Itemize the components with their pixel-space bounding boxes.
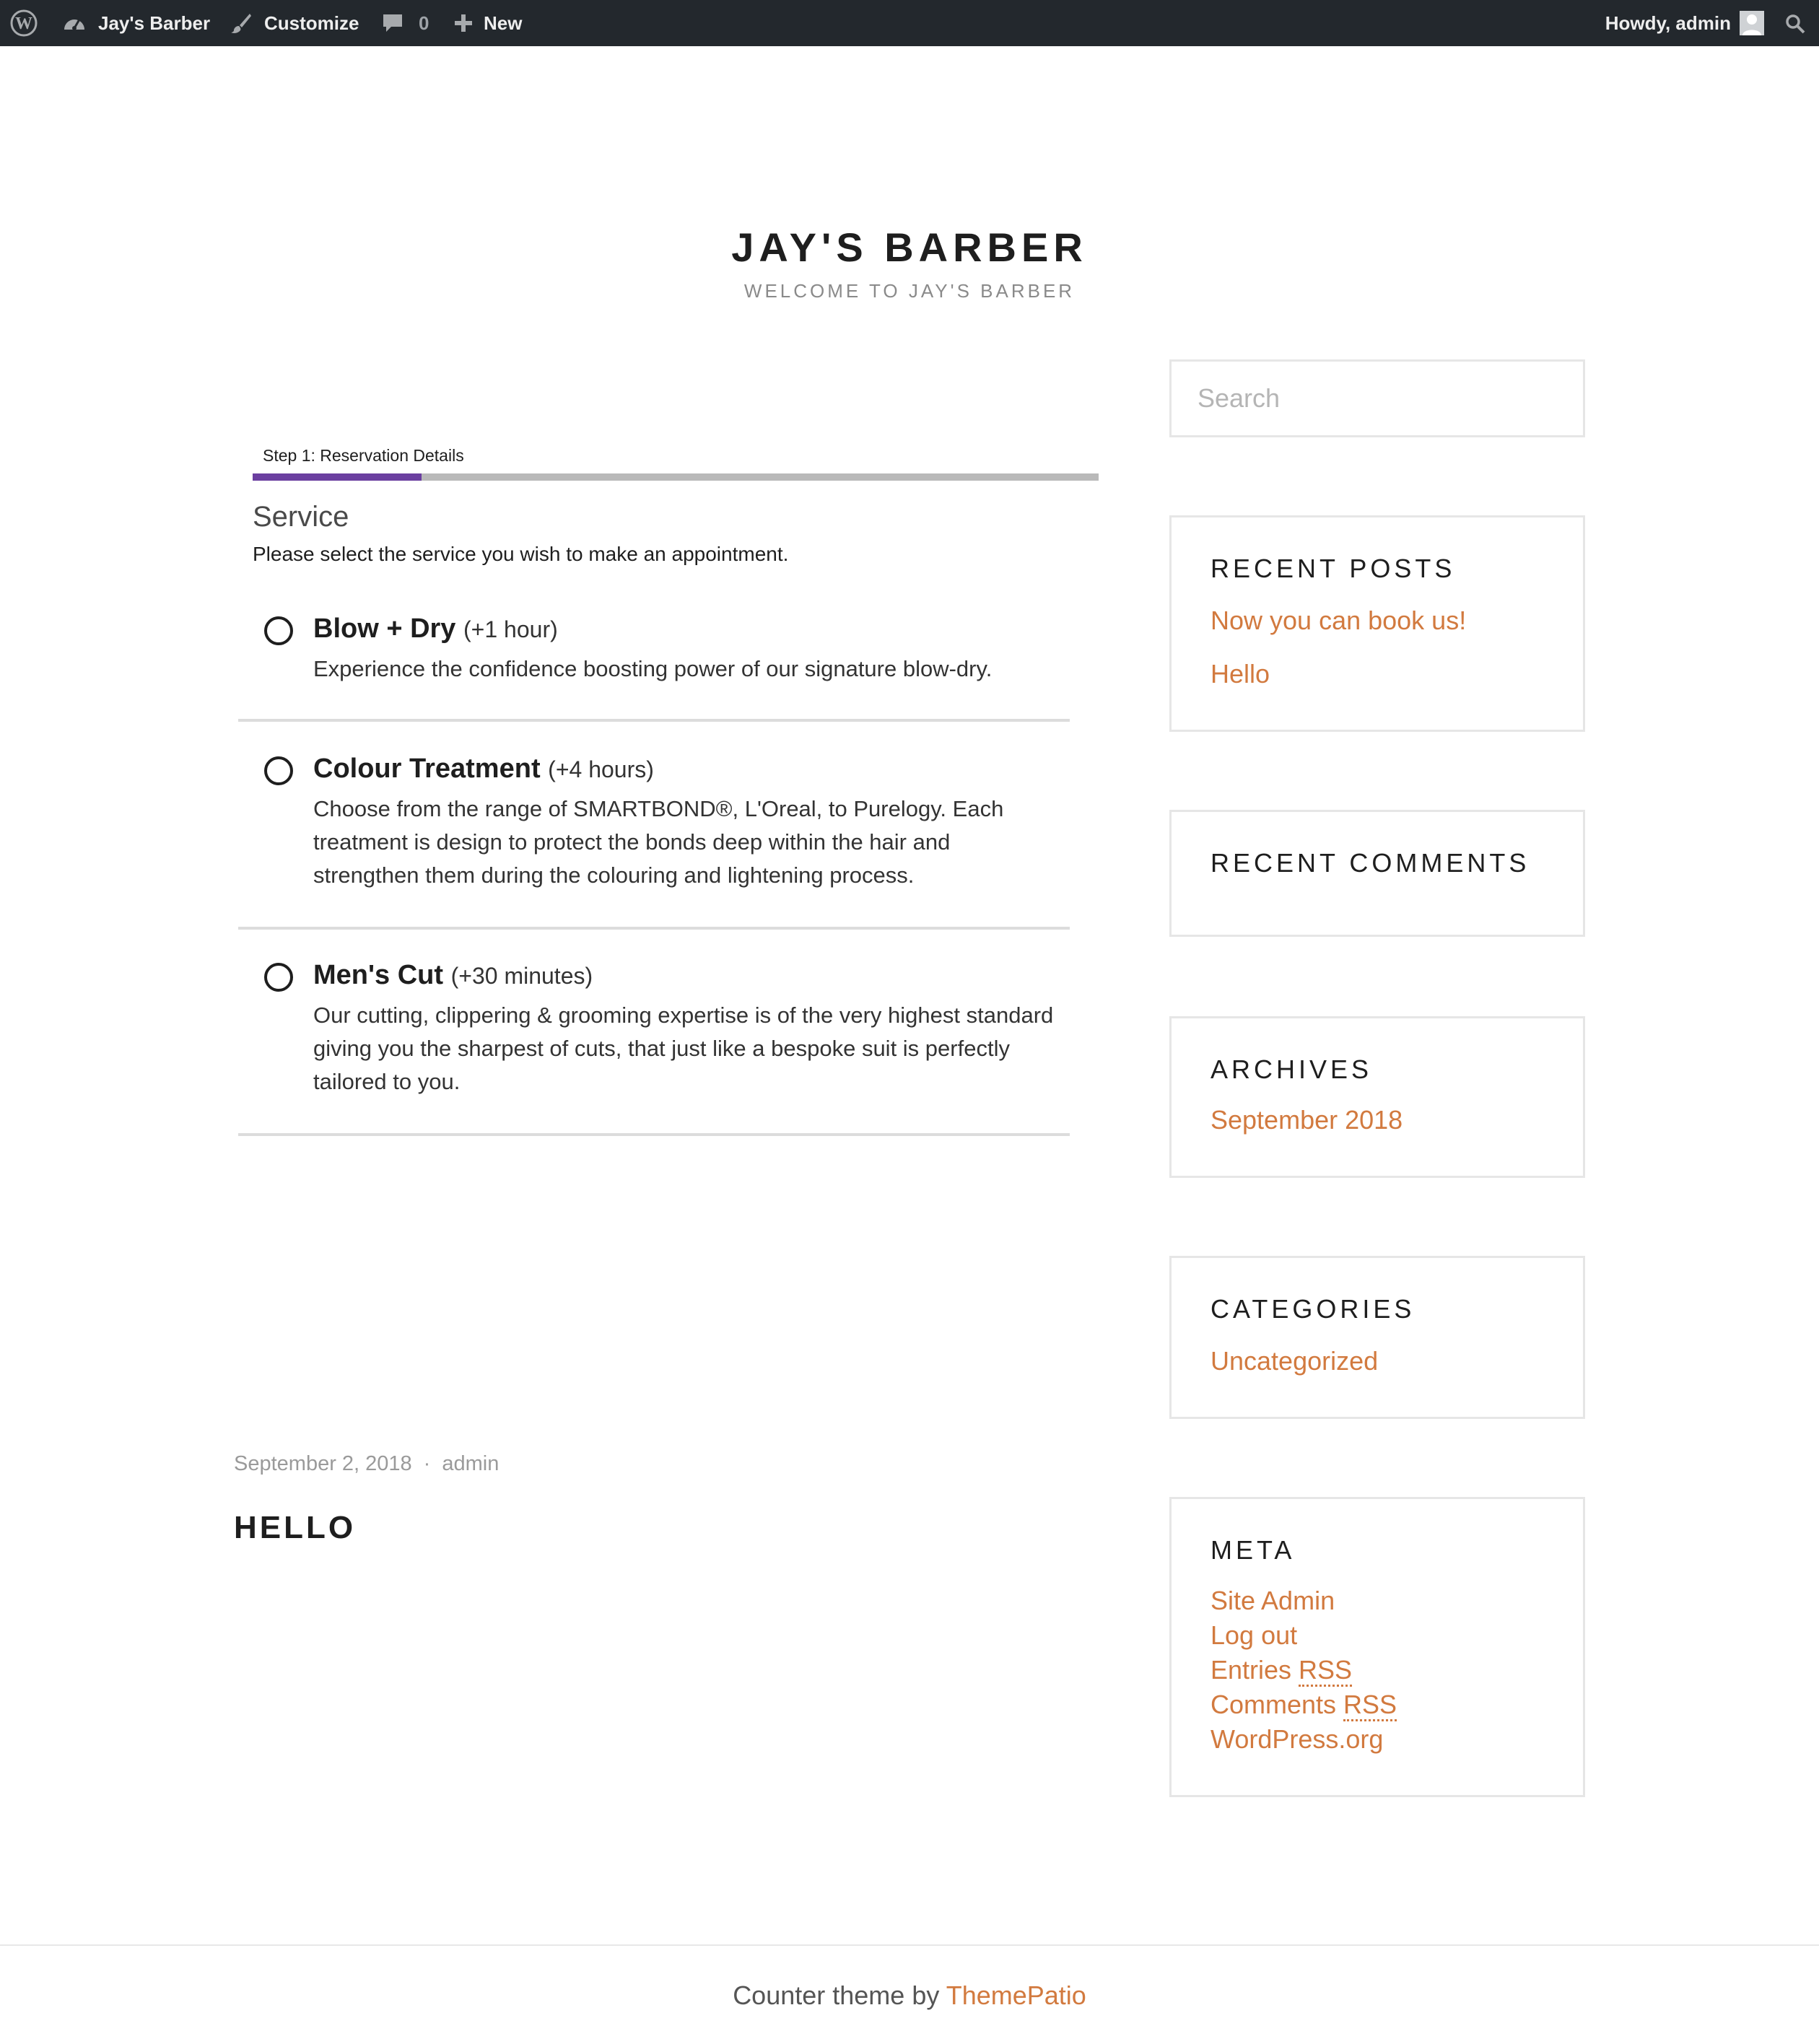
progress-bar-fill — [253, 473, 422, 481]
recent-posts-widget — [1169, 515, 1585, 732]
wordpress-icon — [10, 9, 38, 37]
footer-credit — [0, 1980, 1819, 2011]
footer-credit-prefix: Counter theme by — [733, 1980, 946, 2010]
meta-widget — [1169, 1497, 1585, 1797]
service-description: Choose from the range of SMARTBOND®, L'Oreal, to Purelogy. Each treatment is design to protect the bonds deep within the hair and strengthen them during the colouring and lightening process. — [313, 796, 1004, 888]
recent-post-link[interactable]: Hello — [1211, 659, 1270, 689]
service-radio-colour-treatment[interactable] — [264, 756, 293, 785]
site-admin-link[interactable]: Site Admin — [1211, 1586, 1335, 1615]
service-description: Our cutting, clippering & grooming expertise is of the very highest standard giving you the sharpest of cuts, that just like a bespoke suit is perfectly tailored to you. — [313, 1003, 1054, 1094]
step-label: Step 1: Reservation Details — [263, 446, 464, 465]
post-author[interactable]: admin — [442, 1452, 500, 1475]
archive-link[interactable]: September 2018 — [1211, 1105, 1403, 1135]
adminbar-search-button[interactable] — [1784, 13, 1806, 35]
post-date[interactable]: September 2, 2018 — [234, 1452, 412, 1475]
footer-divider — [0, 1944, 1819, 1946]
service-radio-mens-cut[interactable] — [264, 963, 293, 992]
rss-abbr: RSS — [1299, 1655, 1352, 1687]
search-input[interactable] — [1169, 359, 1585, 437]
comments-link[interactable] — [381, 0, 429, 46]
recent-comments-widget — [1169, 810, 1585, 937]
svg-text:W: W — [15, 14, 32, 33]
customize-link[interactable] — [230, 0, 359, 46]
post-meta — [234, 1452, 499, 1476]
service-duration: (+30 minutes) — [450, 963, 593, 989]
widget-title: CATEGORIES — [1211, 1294, 1415, 1324]
wordpress-logo-button[interactable] — [10, 10, 38, 36]
howdy-label: Howdy, admin — [1605, 12, 1731, 34]
site-name-label: Jay's Barber — [98, 12, 211, 34]
dashboard-icon — [62, 12, 87, 34]
meta-separator: · — [423, 1452, 431, 1475]
search-icon — [1784, 13, 1806, 35]
service-title-line — [313, 960, 593, 991]
category-link[interactable]: Uncategorized — [1211, 1346, 1379, 1376]
brush-icon — [230, 12, 253, 35]
theme-link[interactable]: ThemePatio — [946, 1980, 1086, 2010]
comments-rss-link[interactable] — [1211, 1690, 1397, 1720]
service-duration: (+4 hours) — [548, 756, 654, 782]
entries-rss-prefix: Entries — [1211, 1655, 1299, 1685]
widget-title: RECENT COMMENTS — [1211, 848, 1530, 878]
widget-title: META — [1211, 1535, 1296, 1565]
site-title[interactable]: JAY'S BARBER — [731, 224, 1088, 270]
service-option-colour-treatment[interactable] — [238, 756, 1070, 930]
service-instruction: Please select the service you wish to make an appointment. — [253, 543, 789, 565]
service-title-line — [313, 613, 558, 645]
new-content-link[interactable] — [453, 0, 522, 46]
user-icon — [1740, 11, 1764, 35]
service-heading: Service — [253, 501, 349, 533]
wordpress-org-link[interactable]: WordPress.org — [1211, 1724, 1384, 1754]
entries-rss-link[interactable] — [1211, 1655, 1352, 1685]
my-account-link[interactable] — [1605, 0, 1764, 46]
post-title[interactable]: HELLO — [234, 1510, 357, 1545]
comment-icon — [381, 12, 404, 34]
customize-label: Customize — [264, 12, 359, 34]
comments-rss-prefix: Comments — [1211, 1690, 1344, 1719]
avatar — [1740, 11, 1764, 35]
rss-abbr: RSS — [1343, 1690, 1397, 1721]
service-name: Men's Cut — [313, 960, 444, 990]
categories-widget — [1169, 1256, 1585, 1419]
site-name-link[interactable] — [62, 0, 210, 46]
progress-bar — [253, 473, 1099, 481]
plus-icon — [453, 13, 474, 33]
service-title-line — [313, 754, 654, 785]
service-name: Blow + Dry — [313, 613, 456, 644]
site-description: WELCOME TO JAY'S BARBER — [743, 280, 1076, 302]
admin-bar — [0, 0, 1819, 46]
comments-count: 0 — [419, 12, 429, 34]
log-out-link[interactable]: Log out — [1211, 1620, 1298, 1650]
new-label: New — [484, 12, 523, 34]
widget-title: RECENT POSTS — [1211, 554, 1456, 583]
service-duration: (+1 hour) — [463, 616, 558, 642]
service-option-blow-dry[interactable] — [238, 613, 1070, 722]
archives-widget — [1169, 1016, 1585, 1178]
service-option-mens-cut[interactable] — [238, 960, 1070, 1136]
recent-post-link[interactable]: Now you can book us! — [1211, 606, 1467, 635]
service-description: Experience the confidence boosting power of our signature blow-dry. — [313, 656, 993, 681]
service-name: Colour Treatment — [313, 754, 541, 784]
service-radio-blow-dry[interactable] — [264, 616, 293, 645]
widget-title: ARCHIVES — [1211, 1054, 1373, 1084]
